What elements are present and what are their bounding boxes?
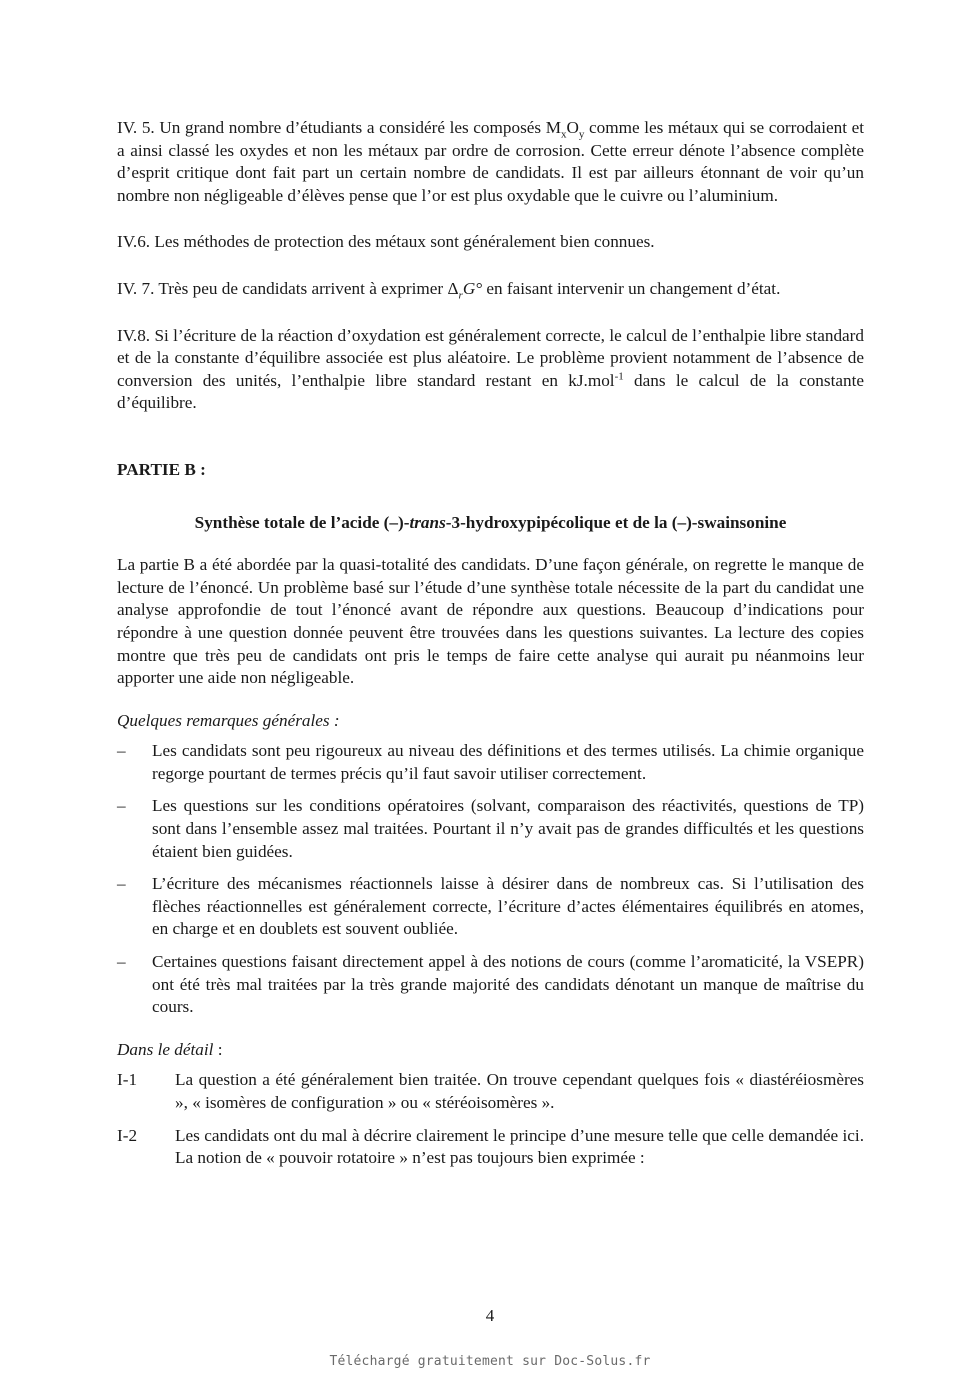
list-item bbox=[117, 740, 864, 785]
partie-b-intro: La partie B a été abordée par la quasi-totalité des candidats. D’une façon générale, on regrette le manque de lecture de l’énoncé. Un problème basé sur l’étude d’une synthèse totale nécessite de la part du candidat une analyse approfondie de tout l’énoncé avant de répondre aux questions. Beaucoup d’indications pour répondre à une question donnée peuvent être trouvées dans les questions suivantes. La lecture des copies montre que très peu de candidats ont pris le temps de faire cette analyse qui aurait pu néanmoins leur apporter une aide non négligeable. bbox=[117, 555, 864, 688]
subscript-y: y bbox=[578, 128, 585, 141]
page-number: 4 bbox=[485, 1306, 495, 1325]
dash-bullet: – bbox=[117, 874, 126, 894]
partie-b-heading: PARTIE B : bbox=[117, 459, 206, 479]
subscript-x: x bbox=[561, 128, 567, 141]
question-number: I-2 bbox=[117, 1125, 138, 1145]
paragraph-iv5-lead: IV. 5. Un grand nombre d’étudiants a considéré les composés M bbox=[117, 118, 561, 137]
partie-b-subtitle bbox=[117, 512, 864, 535]
paragraph-iv8-rest: dans le calcul de la constante d’équilibre. bbox=[117, 370, 864, 413]
subscript-r: r bbox=[458, 289, 463, 302]
dash-bullet: – bbox=[117, 796, 126, 816]
paragraph-iv8 bbox=[117, 325, 864, 415]
remark-text: Les questions sur les conditions opératoires (solvant, comparaison des réactivités, questions de TP) sont dans l’ensemble assez mal traitées. Pourtant il n’y avait pas de grandes difficultés et les questions étaient bien guidées. bbox=[152, 796, 864, 861]
subtitle-rest: -3-hydroxypipécolique et de la (–)-swainsonine bbox=[445, 512, 787, 532]
list-item bbox=[117, 1125, 864, 1170]
detail-heading-italic: Dans le détail bbox=[117, 1039, 214, 1059]
formula-o: O bbox=[566, 118, 579, 137]
dash-bullet: – bbox=[117, 952, 126, 972]
paragraph-iv7 bbox=[117, 278, 864, 301]
list-item bbox=[117, 951, 864, 1019]
detail-heading bbox=[117, 1039, 864, 1062]
document-body bbox=[117, 117, 864, 1170]
list-item bbox=[117, 795, 864, 863]
delta-r-g-symbol bbox=[447, 278, 483, 302]
list-item bbox=[117, 1069, 864, 1114]
download-footer: Téléchargé gratuitement sur Doc-Solus.fr bbox=[329, 1354, 651, 1369]
paragraph-iv5 bbox=[117, 117, 864, 207]
subtitle-lead: Synthèse totale de l’acide (–)- bbox=[194, 512, 410, 532]
remark-text: Certaines questions faisant directement appel à des notions de cours (comme l’aromaticité, la VSEPR) ont été très mal traitées par la très grande majorité des candidats dénotant un manque de maîtrise du cours. bbox=[152, 952, 864, 1017]
question-comment: Les candidats ont du mal à décrire clairement le principe d’une mesure telle que celle demandée ici. La notion de « pouvoir rotatoire » n’est pas toujours bien exprimée : bbox=[175, 1125, 864, 1168]
remarks-heading: Quelques remarques générales : bbox=[117, 710, 340, 730]
dash-bullet: – bbox=[117, 741, 126, 761]
detail-heading-colon: : bbox=[213, 1039, 223, 1059]
delta-symbol: Δ bbox=[447, 278, 459, 298]
question-number: I-1 bbox=[117, 1070, 138, 1090]
subtitle-italic: trans bbox=[409, 512, 446, 532]
superscript-minus-one: -1 bbox=[614, 370, 624, 383]
remark-text: L’écriture des mécanismes réactionnels laisse à désirer dans de nombreux cas. Si l’utilisation des flèches réactionnelles est généralement correcte, l’écriture d’actes élémentaires équilibrés en atomes, en charge et en doublets est souvent oubliée. bbox=[152, 874, 864, 939]
paragraph-iv6: IV.6. Les méthodes de protection des métaux sont généralement bien connues. bbox=[117, 232, 655, 252]
paragraph-iv7-lead: IV. 7. Très peu de candidats arrivent à exprimer bbox=[117, 278, 448, 298]
paragraph-iv7-rest: en faisant intervenir un changement d’état. bbox=[482, 278, 781, 298]
g-degree-symbol: G° bbox=[462, 278, 483, 298]
remarks-list bbox=[117, 740, 864, 1019]
paragraph-iv5-rest: comme les métaux qui se corrodaient et a ainsi classé les oxydes et non les métaux par ordre de corrosion. Cette erreur dénote l’absence complète d’esprit critique dont fait part un certain nombre de candidats. Il est par ailleurs étonnant de voir qu’un nombre non négligeable d’élèves pense que l’or est plus oxydable que le cuivre ou l’aluminium. bbox=[117, 118, 864, 205]
remark-text: Les candidats sont peu rigoureux au niveau des définitions et des termes utilisés. La chimie organique regorge pourtant de termes précis qu’il faut savoir utiliser correctement. bbox=[152, 741, 864, 783]
question-comment: La question a été généralement bien traitée. On trouve cependant quelques fois « diastéréiosmères », « isomères de configuration » ou « stéréoisomères ». bbox=[175, 1070, 864, 1112]
paragraph-iv8-lead: IV.8. Si l’écriture de la réaction d’oxydation est généralement correcte, le calcul de l’enthalpie libre standard et de la constante d’équilibre associée est plus aléatoire. Le problème provient notamment de l’absence de conversion des unités, l’enthalpie libre standard restant en kJ.mol bbox=[117, 325, 864, 390]
list-item bbox=[117, 873, 864, 941]
detail-list bbox=[117, 1069, 864, 1169]
